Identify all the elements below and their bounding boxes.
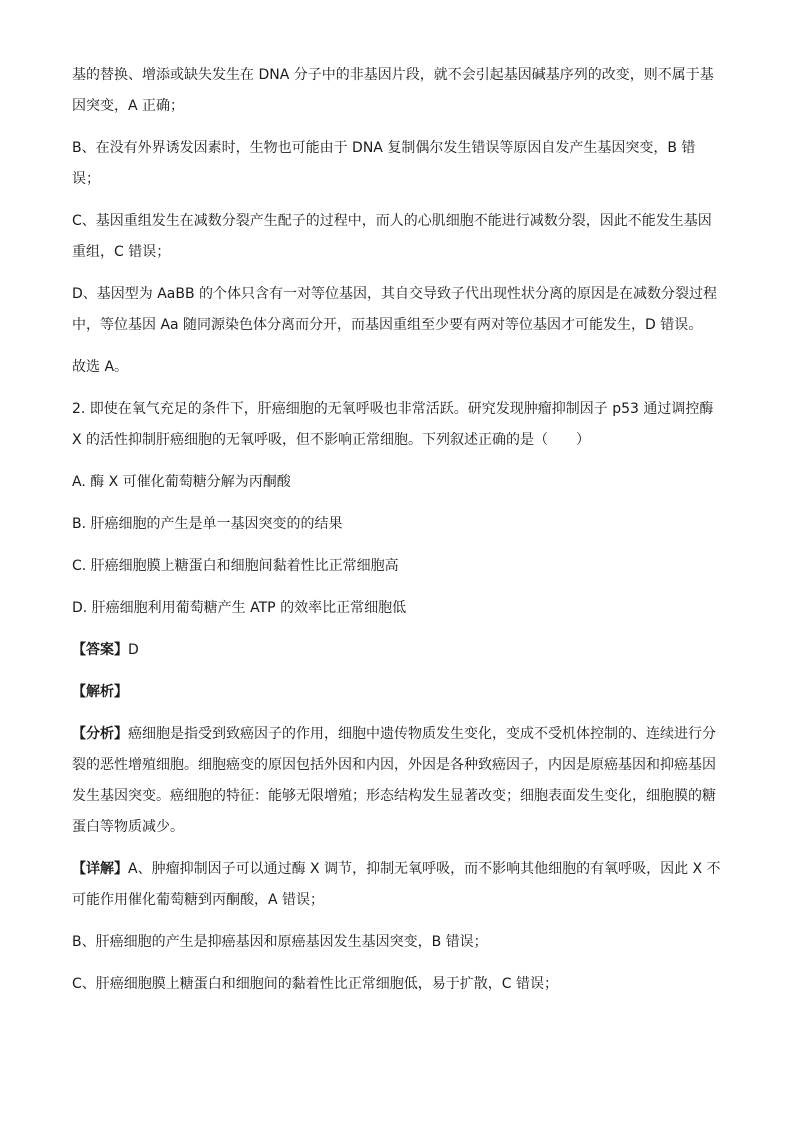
- fenxi-paragraph: [72, 719, 722, 843]
- fenxi-label: 【分析】: [72, 726, 128, 742]
- xiangjie-a-paragraph: [72, 854, 722, 916]
- question-2-stem: [72, 394, 722, 456]
- xiangjie-b-paragraph: B、肝癌细胞的产生是抑癌基因和原癌基因发生基因突变，B 错误；: [72, 934, 488, 950]
- option-d: D. 肝癌细胞利用葡萄糖产生 ATP 的效率比正常细胞低: [72, 600, 407, 616]
- text-line: 发生基因突变。癌细胞的特征：能够无限增殖；形态结构发生显著改变；细胞表面发生变化，细胞膜的糖: [72, 788, 716, 804]
- answer-line: [72, 635, 722, 666]
- option-a: A. 酶 X 可催化葡萄糖分解为丙酮酸: [72, 474, 291, 490]
- answer-label: 【答案】: [72, 642, 128, 658]
- xiangjie-c-paragraph: C、肝癌细胞膜上糖蛋白和细胞间的黏着性比正常细胞低，易于扩散，C 错误；: [72, 976, 558, 992]
- answer-value: D: [128, 642, 139, 658]
- text-line: D、基因型为 AaBB 的个体只含有一对等位基因，其自交导致子代出现性状分离的原因是在减数分裂过程: [72, 286, 718, 302]
- text-line: C、基因重组发生在减数分裂产生配子的过程中，而人的心肌细胞不能进行减数分裂，因此不能发生基因: [72, 213, 712, 229]
- analysis-label: 【解析】: [72, 684, 128, 700]
- text-line: 癌细胞是指受到致癌因子的作用，细胞中遗传物质发生变化，变成不受机体控制的、连续进行分: [128, 726, 716, 742]
- text-line: 可能作用催化葡萄糖到丙酮酸，A 错误；: [72, 892, 325, 908]
- prev-option-d-explanation: [72, 279, 722, 341]
- text-line: 中，等位基因 Aa 随同源染色体分离而分开，而基因重组至少要有两对等位基因才可能发生，D 错误。: [72, 317, 703, 333]
- text-line: X 的活性抑制肝癌细胞的无氧呼吸，但不影响正常细胞。下列叙述正确的是（ ）: [72, 432, 591, 448]
- document-page: [72, 60, 722, 1000]
- prev-option-c-explanation: [72, 206, 722, 268]
- option-c: C. 肝癌细胞膜上糖蛋白和细胞间黏着性比正常细胞高: [72, 558, 399, 574]
- xiangjie-label: 【详解】: [72, 861, 128, 877]
- analysis-heading: [72, 677, 722, 708]
- text-line: 2. 即使在氧气充足的条件下，肝癌细胞的无氧呼吸也非常活跃。研究发现肿瘤抑制因子 p53 通过调控酶: [72, 401, 714, 417]
- text-line: 基的替换、增添或缺失发生在 DNA 分子中的非基因片段，就不会引起基因碱基序列的改变，则不属于基: [72, 67, 714, 83]
- prev-option-b-explanation: B、在没有外界诱发因素时，生物也可能由于 DNA 复制偶尔发生错误等原因自发产生基因突变，B 错误；: [72, 140, 696, 187]
- prev-conclusion: 故选 A。: [72, 359, 129, 375]
- text-line: 重组，C 错误；: [72, 244, 171, 260]
- option-b: B. 肝癌细胞的产生是单一基因突变的的结果: [72, 516, 343, 532]
- text-line: 蛋白等物质减少。: [72, 819, 184, 835]
- text-line: A、肿瘤抑制因子可以通过酶 X 调节，抑制无氧呼吸，而不影响其他细胞的有氧呼吸，因此 X 不: [128, 861, 721, 877]
- prev-option-a-explanation: [72, 60, 722, 122]
- text-line: 裂的恶性增殖细胞。细胞癌变的原因包括外因和内因，外因是各种致癌因子，内因是原癌基因和抑癌基因: [72, 757, 716, 773]
- text-line: 因突变，A 正确；: [72, 98, 185, 114]
